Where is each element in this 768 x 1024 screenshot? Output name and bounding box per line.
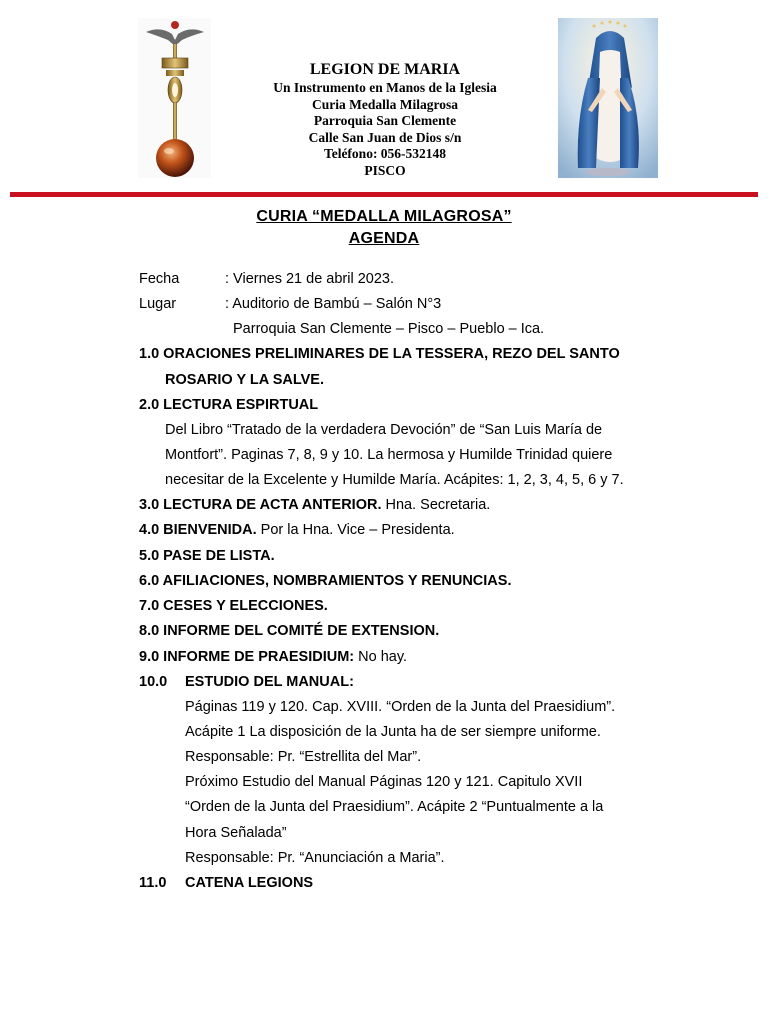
agenda-item-10-text: Responsable: Pr. “Estrellita del Mar”. [185,749,422,765]
fecha-label: Fecha [139,271,180,287]
agenda-item-9-note: No hay. [354,649,408,665]
letterhead [0,0,768,200]
agenda-item-10-number: 10.0 [139,674,168,690]
letterhead-line: PISCO [364,162,406,178]
lugar-label: Lugar [139,296,177,312]
document-subtitle: AGENDA [348,230,420,247]
lugar-value-2: Parroquia San Clemente – Pisco – Pueblo – Ica. [233,321,545,337]
letterhead-line: Teléfono: 056-532148 [323,146,447,161]
agenda-item-7: 7.0 CESES Y ELECCIONES. [139,598,328,614]
agenda-item-8: 8.0 INFORME DEL COMITÉ DE EXTENSION. [139,623,440,639]
agenda-item-10-title: ESTUDIO DEL MANUAL: [185,674,354,690]
agenda-item-10-text: Hora Señalada” [185,825,287,841]
lugar-value: : Auditorio de Bambú – Salón N°3 [225,296,442,312]
agenda-item-10-text: Próximo Estudio del Manual Páginas 120 y 121. Capitulo XVII [185,774,583,790]
agenda-item-2-text: Montfort”. Paginas 7, 8, 9 y 10. La hermosa y Humilde Trinidad quiere [165,447,613,463]
agenda-item-2-text: necesitar de la Excelente y Humilde María. Acápites: 1, 2, 3, 4, 5, 6 y 7. [165,472,624,488]
agenda-item-11-number: 11.0 [139,875,167,891]
agenda-item-1: 1.0 ORACIONES PRELIMINARES DE LA TESSERA, REZO DEL SANTO [139,346,620,362]
document-title: CURIA “MEDALLA MILAGROSA” [256,208,512,225]
agenda-item-2-text: Del Libro “Tratado de la verdadera Devoción” de “San Luis María de [165,422,603,438]
virgin-mary-image [558,18,658,178]
agenda-item-4-note: Por la Hna. Vice – Presidenta. [256,522,455,538]
letterhead-line: Curia Medalla Milagrosa [312,96,458,112]
vexillum-logo [138,18,211,178]
agenda-item-9 [139,648,407,666]
agenda-item-10-text: “Orden de la Junta del Praesidium”. Acápite 2 “Puntualmente a la [185,799,604,815]
agenda-item-2: 2.0 LECTURA ESPIRTUAL [139,397,319,413]
agenda-item-10-text: Páginas 119 y 120. Cap. XVIII. “Orden de la Junta del Praesidium”. [185,699,616,715]
organization-name: LEGION DE MARIA [309,61,461,78]
agenda-item-4-title: 4.0 BIENVENIDA. [139,522,257,538]
agenda-item-4 [139,521,455,539]
letterhead-line: Calle San Juan de Dios s/n [308,129,462,145]
agenda-item-1-cont: ROSARIO Y LA SALVE. [165,372,324,388]
agenda-item-3-note: Hna. Secretaria. [381,497,491,513]
header-divider [10,192,758,197]
fecha-value: : Viernes 21 de abril 2023. [225,271,395,287]
agenda-item-5: 5.0 PASE DE LISTA. [139,548,275,564]
agenda-item-9-title: 9.0 INFORME DE PRAESIDIUM: [139,649,355,665]
agenda-item-3-title: 3.0 LECTURA DE ACTA ANTERIOR. [139,497,382,513]
agenda-item-3 [139,496,490,514]
letterhead-line: Parroquia San Clemente [313,113,457,128]
agenda-item-11-title: CATENA LEGIONS [185,875,314,891]
agenda-item-10-text: Responsable: Pr. “Anunciación a Maria”. [185,850,445,866]
letterhead-text [230,60,540,179]
letterhead-line: Un Instrumento en Manos de la Iglesia [273,80,497,95]
agenda-item-6: 6.0 AFILIACIONES, NOMBRAMIENTOS Y RENUNCIAS. [139,573,512,589]
agenda-item-10-text: Acápite 1 La disposición de la Junta ha de ser siempre uniforme. [185,724,601,740]
